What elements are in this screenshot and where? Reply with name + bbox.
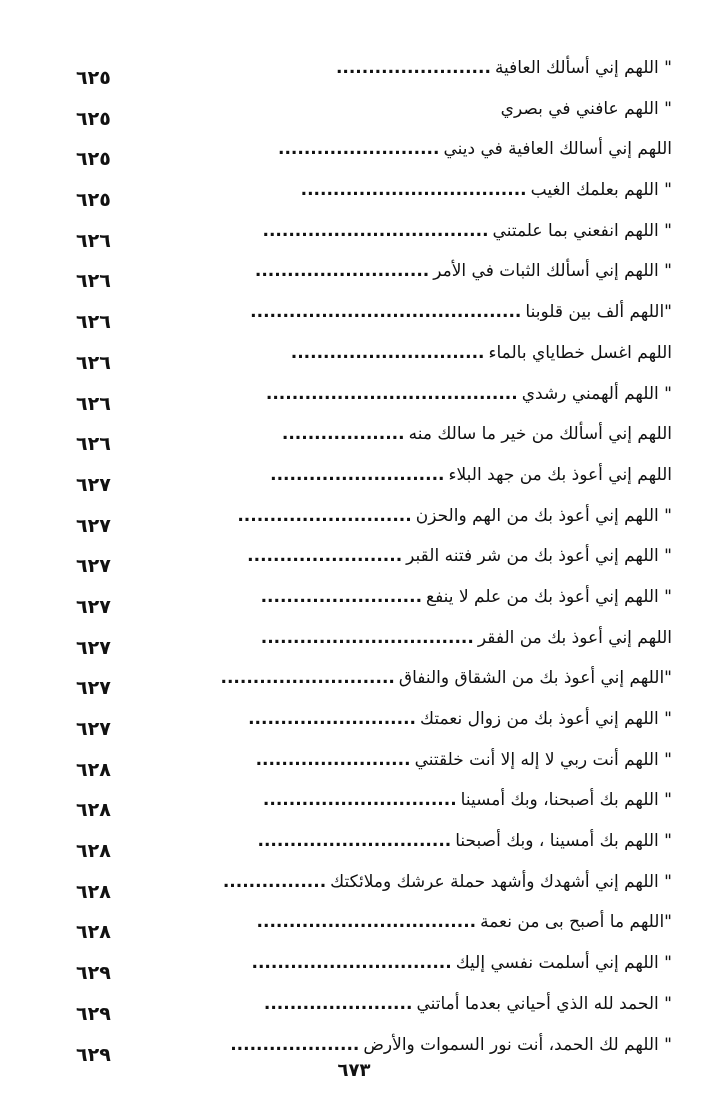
list-item (0, 581, 708, 622)
list-item (0, 744, 708, 785)
leader-dots: ........................... (254, 261, 430, 282)
entry-page-number: ٦٢٩ (76, 1043, 111, 1066)
leader-dots: ................... (281, 424, 405, 445)
entry-title: " اللهم لك الحمد، أنت نور السموات والأرض (363, 1034, 672, 1055)
entry-page-number: ٦٢٧ (76, 677, 111, 700)
list-item (0, 255, 708, 296)
entry-title: " الحمد لله الذي أحياني بعدما أماتني (416, 993, 672, 1014)
list-item (0, 500, 708, 541)
list-item (0, 459, 708, 500)
entry-title: "اللهم ما أصبح بى من نعمة (480, 912, 672, 933)
entry-text (301, 178, 672, 202)
entry-title: " اللهم إني أعوذ بك من زوال نعمتك (420, 709, 672, 729)
list-item (0, 215, 708, 256)
entry-text (278, 137, 672, 161)
entry-title: " اللهم بك أمسينا ، وبك أصبحنا (455, 831, 672, 852)
list-item (0, 174, 708, 215)
list-item (0, 52, 708, 93)
entry-page-number: ٦٢٦ (76, 433, 111, 456)
list-item (0, 947, 708, 988)
entry-text (221, 666, 673, 690)
entry-title: " اللهم أنت ربي لا إله إلا أنت خلقتني (414, 749, 672, 770)
entry-title: " اللهم إني أسألك الثبات في الأمر (433, 261, 672, 282)
entry-page-number: ٦٢٨ (76, 840, 111, 863)
leader-dots: ................ (222, 871, 327, 892)
entry-page-number: ٦٢٨ (76, 758, 111, 781)
entry-text (497, 97, 672, 121)
leader-dots: ................................... (262, 220, 489, 241)
list-item (0, 662, 708, 703)
entry-page-number: ٦٢٨ (76, 880, 111, 903)
page-number: ٦٧٣ (337, 1060, 371, 1081)
entry-text (282, 422, 672, 446)
entry-page-number: ٦٢٩ (76, 1002, 111, 1025)
leader-dots: .............................. (290, 342, 485, 363)
entry-title: اللهم إني أعوذ بك من جهد البلاء (448, 464, 672, 485)
leader-dots: ........................ (255, 749, 411, 770)
entry-page-number: ٦٢٧ (76, 514, 111, 537)
entry-page-number: ٦٢٨ (76, 799, 111, 822)
entry-title: " اللهم عافني في بصري (500, 98, 672, 119)
leader-dots: ....................... (263, 993, 413, 1014)
entry-text (270, 463, 672, 487)
list-item (0, 825, 708, 866)
leader-dots: ........................ (335, 58, 491, 78)
list-item (0, 540, 708, 581)
entry-title: اللهم إني أسألك من خير ما سالك منه (408, 424, 672, 445)
entry-page-number: ٦٢٥ (76, 67, 111, 89)
entry-page-number: ٦٢٦ (76, 351, 111, 374)
entry-title: "اللهم ألف بين قلوبنا (525, 302, 672, 323)
leader-dots: ........................... (270, 464, 445, 485)
entry-title: " اللهم إني أعوذ بك من علم لا ينفع (426, 586, 672, 607)
entry-title: اللهم إني أعوذ بك من الفقر (477, 627, 672, 648)
entry-page-number: ٦٢٥ (76, 148, 111, 171)
leader-dots: .............................. (262, 790, 457, 811)
leader-dots: .......................................... (250, 302, 522, 323)
entry-text (247, 544, 672, 568)
leader-dots: ......................... (260, 586, 423, 607)
entry-page-number: ٦٢٨ (76, 921, 111, 944)
entry-text (257, 910, 672, 934)
list-item (0, 866, 708, 907)
entry-page-number: ٦٢٧ (76, 595, 111, 618)
entry-page-number: ٦٢٥ (76, 189, 111, 212)
entry-text (336, 56, 672, 80)
entry-text (266, 382, 672, 406)
entry-text (263, 788, 672, 812)
entry-text (263, 219, 672, 243)
entry-title: " اللهم إني أعوذ بك من الهم والحزن (415, 505, 672, 526)
table-of-contents (0, 52, 708, 1069)
entry-page-number: ٦٢٩ (76, 962, 111, 985)
list-item (0, 133, 708, 174)
list-item (0, 988, 708, 1029)
list-item (0, 622, 708, 663)
entry-page-number: ٦٢٥ (76, 107, 111, 130)
list-item (0, 378, 708, 419)
entry-page-number: ٦٢٧ (76, 636, 111, 659)
leader-dots: .................... (230, 1034, 360, 1055)
entry-text (255, 259, 672, 283)
entry-page-number: ٦٢٦ (76, 392, 111, 415)
leader-dots: .............................. (257, 831, 452, 852)
entry-title: " اللهم بك أصبحنا، وبك أمسينا (460, 790, 672, 811)
leader-dots: ................................. (260, 627, 474, 648)
list-item (0, 93, 708, 134)
entry-text (248, 707, 672, 731)
list-item (0, 906, 708, 947)
entry-text (250, 300, 672, 324)
entry-title: "اللهم إني أعوذ بك من الشقاق والنفاق (398, 668, 672, 689)
entry-title: " اللهم بعلمك الغيب (530, 180, 672, 201)
entry-text (261, 626, 672, 650)
entry-page-number: ٦٢٧ (76, 555, 111, 578)
entry-title: " اللهم انفعني بما علمتني (492, 220, 672, 241)
leader-dots: ....................................... (265, 383, 518, 404)
entry-title: " اللهم إني أسألك العافية (494, 58, 672, 78)
entry-title: " اللهم إني أسلمت نفسي إليك (455, 953, 672, 974)
entry-page-number: ٦٢٦ (76, 311, 111, 334)
entry-title: " اللهم إني أشهدك وأشهد حملة عرشك وملائكتك (330, 871, 672, 892)
entry-page-number: ٦٢٧ (76, 473, 111, 496)
entry-page-number: ٦٢٦ (76, 229, 111, 252)
leader-dots: ................................... (300, 180, 527, 201)
list-item (0, 418, 708, 459)
leader-dots: ............................... (251, 953, 452, 974)
leader-dots: ........................... (220, 668, 395, 689)
entry-text (291, 341, 672, 365)
leader-dots: ......................... (278, 139, 440, 160)
entry-title: اللهم اغسل خطاياي بالماء (488, 342, 672, 363)
leader-dots: ........................... (237, 505, 412, 526)
entry-text (223, 870, 672, 894)
entry-page-number: ٦٢٧ (76, 718, 111, 740)
entry-title: اللهم إني أسالك العافية في ديني (443, 139, 672, 160)
entry-text (230, 1033, 672, 1057)
leader-dots: .................................. (256, 912, 477, 933)
entry-text (256, 748, 672, 772)
list-item (0, 296, 708, 337)
entry-text (237, 504, 672, 528)
list-item (0, 703, 708, 744)
leader-dots: ........................ (247, 546, 403, 567)
entry-text (264, 992, 672, 1016)
list-item (0, 784, 708, 825)
list-item (0, 337, 708, 378)
entry-title: " اللهم إني أعوذ بك من شر فتنه القبر (406, 546, 672, 567)
entry-text (252, 951, 673, 975)
entry-text (258, 829, 673, 853)
entry-text (261, 585, 672, 609)
entry-page-number: ٦٢٦ (76, 270, 111, 293)
entry-title: " اللهم ألهمني رشدي (521, 383, 672, 404)
leader-dots: .......................... (248, 709, 416, 729)
